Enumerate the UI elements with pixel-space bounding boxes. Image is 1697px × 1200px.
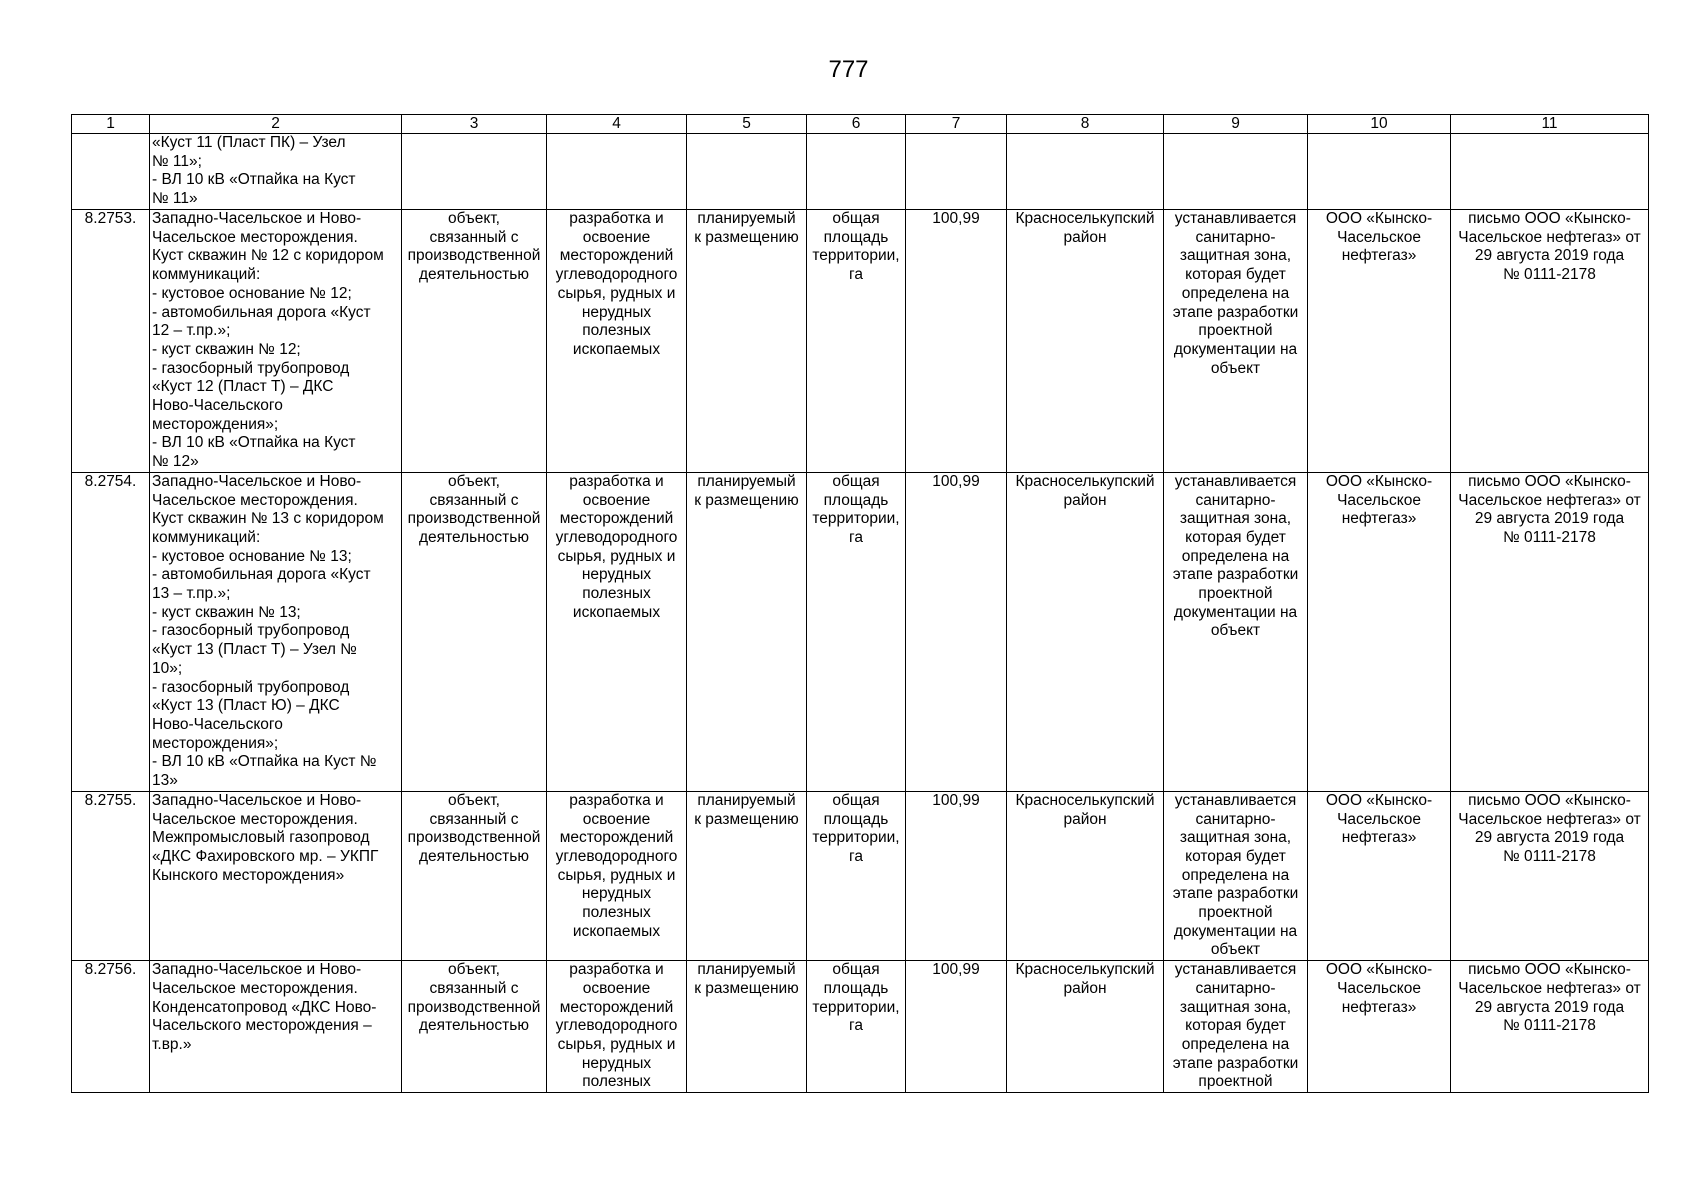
cell-line: Красноселькупский: [1015, 472, 1155, 490]
object-name-cell: [150, 961, 402, 1093]
cell-line: Часельское месторождения.: [152, 979, 358, 997]
cell-line: Часельское нефтегаз» от: [1458, 491, 1641, 509]
cell-line: нефтегаз»: [1341, 510, 1417, 528]
cell-line: проектной: [1198, 1073, 1273, 1091]
cell-line: территории,: [812, 829, 900, 847]
cell-line: объект: [1210, 359, 1261, 377]
cell-line: устанавливается: [1174, 961, 1297, 979]
purpose-cell: [402, 210, 547, 473]
source-cell: [1451, 961, 1649, 1093]
cell-line: Часельское месторождения.: [152, 491, 358, 509]
purpose-cell: [402, 961, 547, 1093]
cell-line: Ново-Часельского: [152, 715, 283, 733]
column-header: 1: [72, 115, 150, 134]
cell-line: определена на: [1181, 1035, 1290, 1053]
table-row: [72, 472, 1649, 791]
cell-line: которая будет: [1185, 266, 1286, 284]
cell-line: площадь: [823, 228, 889, 246]
location-cell: [1007, 961, 1164, 1093]
cell-line: этапе разработки: [1172, 1054, 1299, 1072]
cell-line: освоение: [582, 228, 651, 246]
cell-line: полезных: [582, 1073, 651, 1091]
cell-line: «Куст 11 (Пласт ПК) – Узел: [152, 134, 346, 151]
cell-line: - газосборный трубопровод: [152, 622, 350, 640]
cell-line: ископаемых: [572, 922, 661, 940]
registry-table: [71, 114, 1649, 1093]
empty-cell: [72, 134, 150, 210]
cell-line: объект,: [448, 210, 500, 227]
value-cell: 100,99: [906, 791, 1007, 960]
cell-line: Ново-Часельского: [152, 397, 283, 415]
row-number-cell: 8.2756.: [72, 961, 150, 1093]
cell-line: га: [849, 847, 863, 865]
cell-line: месторождения»;: [152, 415, 279, 433]
activity-cell: [547, 472, 687, 791]
source-cell: [1451, 210, 1649, 473]
cell-line: защитная зона,: [1179, 829, 1292, 847]
cell-line: планируемый: [697, 791, 796, 809]
cell-line: углеводородного: [555, 1017, 678, 1035]
cell-line: разработка и: [569, 791, 664, 809]
status-cell: [687, 961, 807, 1093]
cell-line: углеводородного: [555, 528, 678, 546]
cell-line: га: [849, 266, 863, 284]
cell-line: га: [849, 528, 863, 546]
empty-cell: [807, 134, 906, 210]
cell-line: территории,: [812, 247, 900, 265]
column-header: 10: [1308, 115, 1451, 134]
cell-line: связанный с: [429, 979, 519, 997]
cell-line: ООО «Кынско-: [1325, 472, 1433, 490]
cell-line: определена на: [1181, 866, 1290, 884]
empty-cell: [1308, 134, 1451, 210]
cell-line: Западно-Часельское и Ново-: [152, 791, 362, 809]
cell-line: район: [1063, 979, 1107, 997]
owner-cell: [1308, 791, 1451, 960]
cell-line: № 0111-2178: [1503, 847, 1596, 865]
cell-line: Часельское нефтегаз» от: [1458, 810, 1641, 828]
cell-line: общая: [832, 472, 880, 490]
cell-line: которая будет: [1185, 528, 1286, 546]
cell-line: защитная зона,: [1179, 998, 1292, 1016]
cell-line: санитарно-: [1195, 979, 1276, 997]
cell-line: этапе разработки: [1172, 303, 1299, 321]
purpose-cell: [402, 472, 547, 791]
cell-line: разработка и: [569, 472, 664, 490]
cell-line: т.вр.»: [152, 1035, 192, 1053]
cell-line: санитарно-: [1195, 228, 1276, 246]
cell-line: район: [1063, 810, 1107, 828]
cell-line: этапе разработки: [1172, 566, 1299, 584]
status-cell: [687, 791, 807, 960]
cell-line: № 0111-2178: [1503, 266, 1596, 284]
cell-line: планируемый: [697, 210, 796, 227]
cell-line: связанный с: [429, 228, 519, 246]
cell-line: «Куст 13 (Пласт Ю) – ДКС: [152, 697, 340, 715]
cell-line: нерудных: [581, 303, 652, 321]
cell-line: коммуникаций:: [152, 266, 261, 284]
page-number: 777: [828, 56, 869, 83]
cell-line: ископаемых: [572, 603, 661, 621]
cell-line: объект,: [448, 791, 500, 809]
cell-line: Кынского месторождения»: [152, 866, 345, 884]
cell-line: месторождений: [559, 510, 674, 528]
cell-line: 29 августа 2019 года: [1474, 510, 1625, 528]
parameter-cell: [807, 961, 906, 1093]
cell-line: № 12»: [152, 453, 199, 471]
cell-line: месторождений: [559, 247, 674, 265]
cell-line: связанный с: [429, 491, 519, 509]
cell-line: письмо ООО «Кынско-: [1468, 472, 1631, 490]
cell-line: «ДКС Фахировского мр. – УКПГ: [152, 847, 379, 865]
object-name-cell: [150, 134, 402, 210]
column-header: 4: [547, 115, 687, 134]
column-header: 11: [1451, 115, 1649, 134]
cell-line: Часельское нефтегаз» от: [1458, 228, 1641, 246]
continuation-row: [72, 134, 1649, 210]
cell-line: общая: [832, 210, 880, 227]
cell-line: документации на: [1173, 922, 1298, 940]
cell-line: Часельское месторождения.: [152, 228, 358, 246]
cell-line: район: [1063, 491, 1107, 509]
cell-line: Часельского месторождения –: [152, 1017, 372, 1035]
cell-line: - кустовое основание № 12;: [152, 284, 352, 302]
cell-line: - ВЛ 10 кВ «Отпайка на Куст: [152, 171, 356, 189]
column-header: 9: [1164, 115, 1308, 134]
cell-line: устанавливается: [1174, 791, 1297, 809]
cell-line: Часельское: [1337, 979, 1421, 997]
cell-line: Куст скважин № 13 с коридором: [152, 510, 384, 528]
source-cell: [1451, 472, 1649, 791]
table-row: [72, 791, 1649, 960]
row-number-cell: 8.2753.: [72, 210, 150, 473]
cell-line: площадь: [823, 979, 889, 997]
cell-line: документации на: [1173, 340, 1298, 358]
cell-line: 12 – т.пр.»;: [152, 322, 231, 340]
cell-line: «Куст 13 (Пласт Т) – Узел №: [152, 641, 357, 659]
object-name-cell: [150, 791, 402, 960]
cell-line: общая: [832, 791, 880, 809]
owner-cell: [1308, 210, 1451, 473]
source-cell: [1451, 791, 1649, 960]
cell-line: территории,: [812, 510, 900, 528]
cell-line: нерудных: [581, 566, 652, 584]
cell-line: ООО «Кынско-: [1325, 791, 1433, 809]
cell-line: № 0111-2178: [1503, 528, 1596, 546]
column-header: 3: [402, 115, 547, 134]
cell-line: проектной: [1198, 585, 1273, 603]
cell-line: - ВЛ 10 кВ «Отпайка на Куст №: [152, 753, 377, 771]
cell-line: Западно-Часельское и Ново-: [152, 472, 362, 490]
header-row: [72, 115, 1649, 134]
activity-cell: [547, 961, 687, 1093]
cell-line: полезных: [582, 904, 651, 922]
parameter-cell: [807, 210, 906, 473]
object-name-cell: [150, 472, 402, 791]
cell-line: которая будет: [1185, 1017, 1286, 1035]
cell-line: площадь: [823, 491, 889, 509]
table-row: [72, 961, 1649, 1093]
cell-line: 29 августа 2019 года: [1474, 829, 1625, 847]
cell-line: деятельностью: [419, 1017, 529, 1035]
cell-line: Западно-Часельское и Ново-: [152, 210, 362, 227]
cell-line: к размещению: [694, 491, 799, 509]
cell-line: Часельское нефтегаз» от: [1458, 979, 1641, 997]
table-row: [72, 210, 1649, 473]
cell-line: - газосборный трубопровод: [152, 359, 350, 377]
cell-line: нефтегаз»: [1341, 247, 1417, 265]
cell-line: нефтегаз»: [1341, 998, 1417, 1016]
column-header: 7: [906, 115, 1007, 134]
empty-cell: [1164, 134, 1308, 210]
cell-line: письмо ООО «Кынско-: [1468, 791, 1631, 809]
cell-line: территории,: [812, 998, 900, 1016]
status-cell: [687, 472, 807, 791]
cell-line: производственной: [407, 998, 541, 1016]
cell-line: устанавливается: [1174, 210, 1297, 227]
cell-line: разработка и: [569, 961, 664, 979]
cell-line: производственной: [407, 829, 541, 847]
activity-cell: [547, 210, 687, 473]
activity-cell: [547, 791, 687, 960]
cell-line: Красноселькупский: [1015, 961, 1155, 979]
cell-line: - автомобильная дорога «Куст: [152, 566, 371, 584]
cell-line: - ВЛ 10 кВ «Отпайка на Куст: [152, 434, 356, 452]
cell-line: определена на: [1181, 547, 1290, 565]
cell-line: Часельское: [1337, 491, 1421, 509]
value-cell: 100,99: [906, 472, 1007, 791]
cell-line: - куст скважин № 12;: [152, 340, 301, 358]
cell-line: нерудных: [581, 885, 652, 903]
cell-line: объект: [1210, 941, 1261, 959]
cell-line: га: [849, 1017, 863, 1035]
status-cell: [687, 210, 807, 473]
cell-line: Красноселькупский: [1015, 791, 1155, 809]
cell-line: - кустовое основание № 13;: [152, 547, 352, 565]
value-cell: 100,99: [906, 210, 1007, 473]
cell-line: устанавливается: [1174, 472, 1297, 490]
cell-line: Часельское: [1337, 810, 1421, 828]
cell-line: Межпромысловый газопровод: [152, 829, 370, 847]
zone-cell: [1164, 791, 1308, 960]
cell-line: объект,: [448, 472, 500, 490]
cell-line: Красноселькупский: [1015, 210, 1155, 227]
cell-line: ископаемых: [572, 340, 661, 358]
cell-line: освоение: [582, 491, 651, 509]
cell-line: - газосборный трубопровод: [152, 678, 350, 696]
zone-cell: [1164, 210, 1308, 473]
cell-line: деятельностью: [419, 847, 529, 865]
cell-line: к размещению: [694, 810, 799, 828]
cell-line: определена на: [1181, 284, 1290, 302]
parameter-cell: [807, 791, 906, 960]
cell-line: производственной: [407, 247, 541, 265]
cell-line: месторождений: [559, 829, 674, 847]
cell-line: освоение: [582, 979, 651, 997]
cell-line: полезных: [582, 322, 651, 340]
cell-line: полезных: [582, 585, 651, 603]
cell-line: которая будет: [1185, 847, 1286, 865]
cell-line: - автомобильная дорога «Куст: [152, 303, 371, 321]
cell-line: к размещению: [694, 228, 799, 246]
cell-line: Куст скважин № 12 с коридором: [152, 247, 384, 265]
cell-line: освоение: [582, 810, 651, 828]
empty-cell: [906, 134, 1007, 210]
cell-line: 29 августа 2019 года: [1474, 998, 1625, 1016]
cell-line: 13 – т.пр.»;: [152, 585, 231, 603]
cell-line: санитарно-: [1195, 810, 1276, 828]
cell-line: Часельское месторождения.: [152, 810, 358, 828]
cell-line: общая: [832, 961, 880, 979]
cell-line: коммуникаций:: [152, 528, 261, 546]
cell-line: защитная зона,: [1179, 247, 1292, 265]
cell-line: планируемый: [697, 961, 796, 979]
zone-cell: [1164, 961, 1308, 1093]
location-cell: [1007, 472, 1164, 791]
row-number-cell: 8.2754.: [72, 472, 150, 791]
empty-cell: [402, 134, 547, 210]
cell-line: деятельностью: [419, 528, 529, 546]
cell-line: ООО «Кынско-: [1325, 961, 1433, 979]
cell-line: «Куст 12 (Пласт Т) – ДКС: [152, 378, 334, 396]
cell-line: 29 августа 2019 года: [1474, 247, 1625, 265]
cell-line: объект,: [448, 961, 500, 979]
column-header: 5: [687, 115, 807, 134]
cell-line: № 11»: [152, 190, 198, 208]
cell-line: 13»: [152, 772, 178, 790]
cell-line: сырья, рудных и: [557, 866, 676, 884]
cell-line: углеводородного: [555, 266, 678, 284]
cell-line: этапе разработки: [1172, 885, 1299, 903]
cell-line: защитная зона,: [1179, 510, 1292, 528]
cell-line: к размещению: [694, 979, 799, 997]
column-header: 6: [807, 115, 906, 134]
cell-line: проектной: [1198, 322, 1273, 340]
cell-line: объект: [1210, 622, 1261, 640]
owner-cell: [1308, 472, 1451, 791]
cell-line: район: [1063, 228, 1107, 246]
cell-line: месторождений: [559, 998, 674, 1016]
cell-line: сырья, рудных и: [557, 284, 676, 302]
cell-line: проектной: [1198, 904, 1273, 922]
cell-line: связанный с: [429, 810, 519, 828]
cell-line: планируемый: [697, 472, 796, 490]
parameter-cell: [807, 472, 906, 791]
cell-line: сырья, рудных и: [557, 547, 676, 565]
cell-line: углеводородного: [555, 847, 678, 865]
cell-line: письмо ООО «Кынско-: [1468, 961, 1631, 979]
empty-cell: [1007, 134, 1164, 210]
empty-cell: [1451, 134, 1649, 210]
cell-line: сырья, рудных и: [557, 1035, 676, 1053]
location-cell: [1007, 210, 1164, 473]
cell-line: - куст скважин № 13;: [152, 603, 301, 621]
zone-cell: [1164, 472, 1308, 791]
cell-line: месторождения»;: [152, 734, 279, 752]
value-cell: 100,99: [906, 961, 1007, 1093]
cell-line: документации на: [1173, 603, 1298, 621]
cell-line: ООО «Кынско-: [1325, 210, 1433, 227]
cell-line: производственной: [407, 510, 541, 528]
row-number-cell: 8.2755.: [72, 791, 150, 960]
empty-cell: [547, 134, 687, 210]
owner-cell: [1308, 961, 1451, 1093]
cell-line: 10»;: [152, 659, 183, 677]
cell-line: Западно-Часельское и Ново-: [152, 961, 362, 979]
cell-line: Часельское: [1337, 228, 1421, 246]
purpose-cell: [402, 791, 547, 960]
cell-line: Конденсатопровод «ДКС Ново-: [152, 998, 377, 1016]
cell-line: разработка и: [569, 210, 664, 227]
cell-line: санитарно-: [1195, 491, 1276, 509]
location-cell: [1007, 791, 1164, 960]
column-header: 2: [150, 115, 402, 134]
cell-line: письмо ООО «Кынско-: [1468, 210, 1631, 227]
cell-line: деятельностью: [419, 266, 529, 284]
empty-cell: [687, 134, 807, 210]
cell-line: площадь: [823, 810, 889, 828]
cell-line: № 0111-2178: [1503, 1017, 1596, 1035]
object-name-cell: [150, 210, 402, 473]
column-header: 8: [1007, 115, 1164, 134]
cell-line: № 11»;: [152, 152, 202, 170]
cell-line: нефтегаз»: [1341, 829, 1417, 847]
cell-line: нерудных: [581, 1054, 652, 1072]
